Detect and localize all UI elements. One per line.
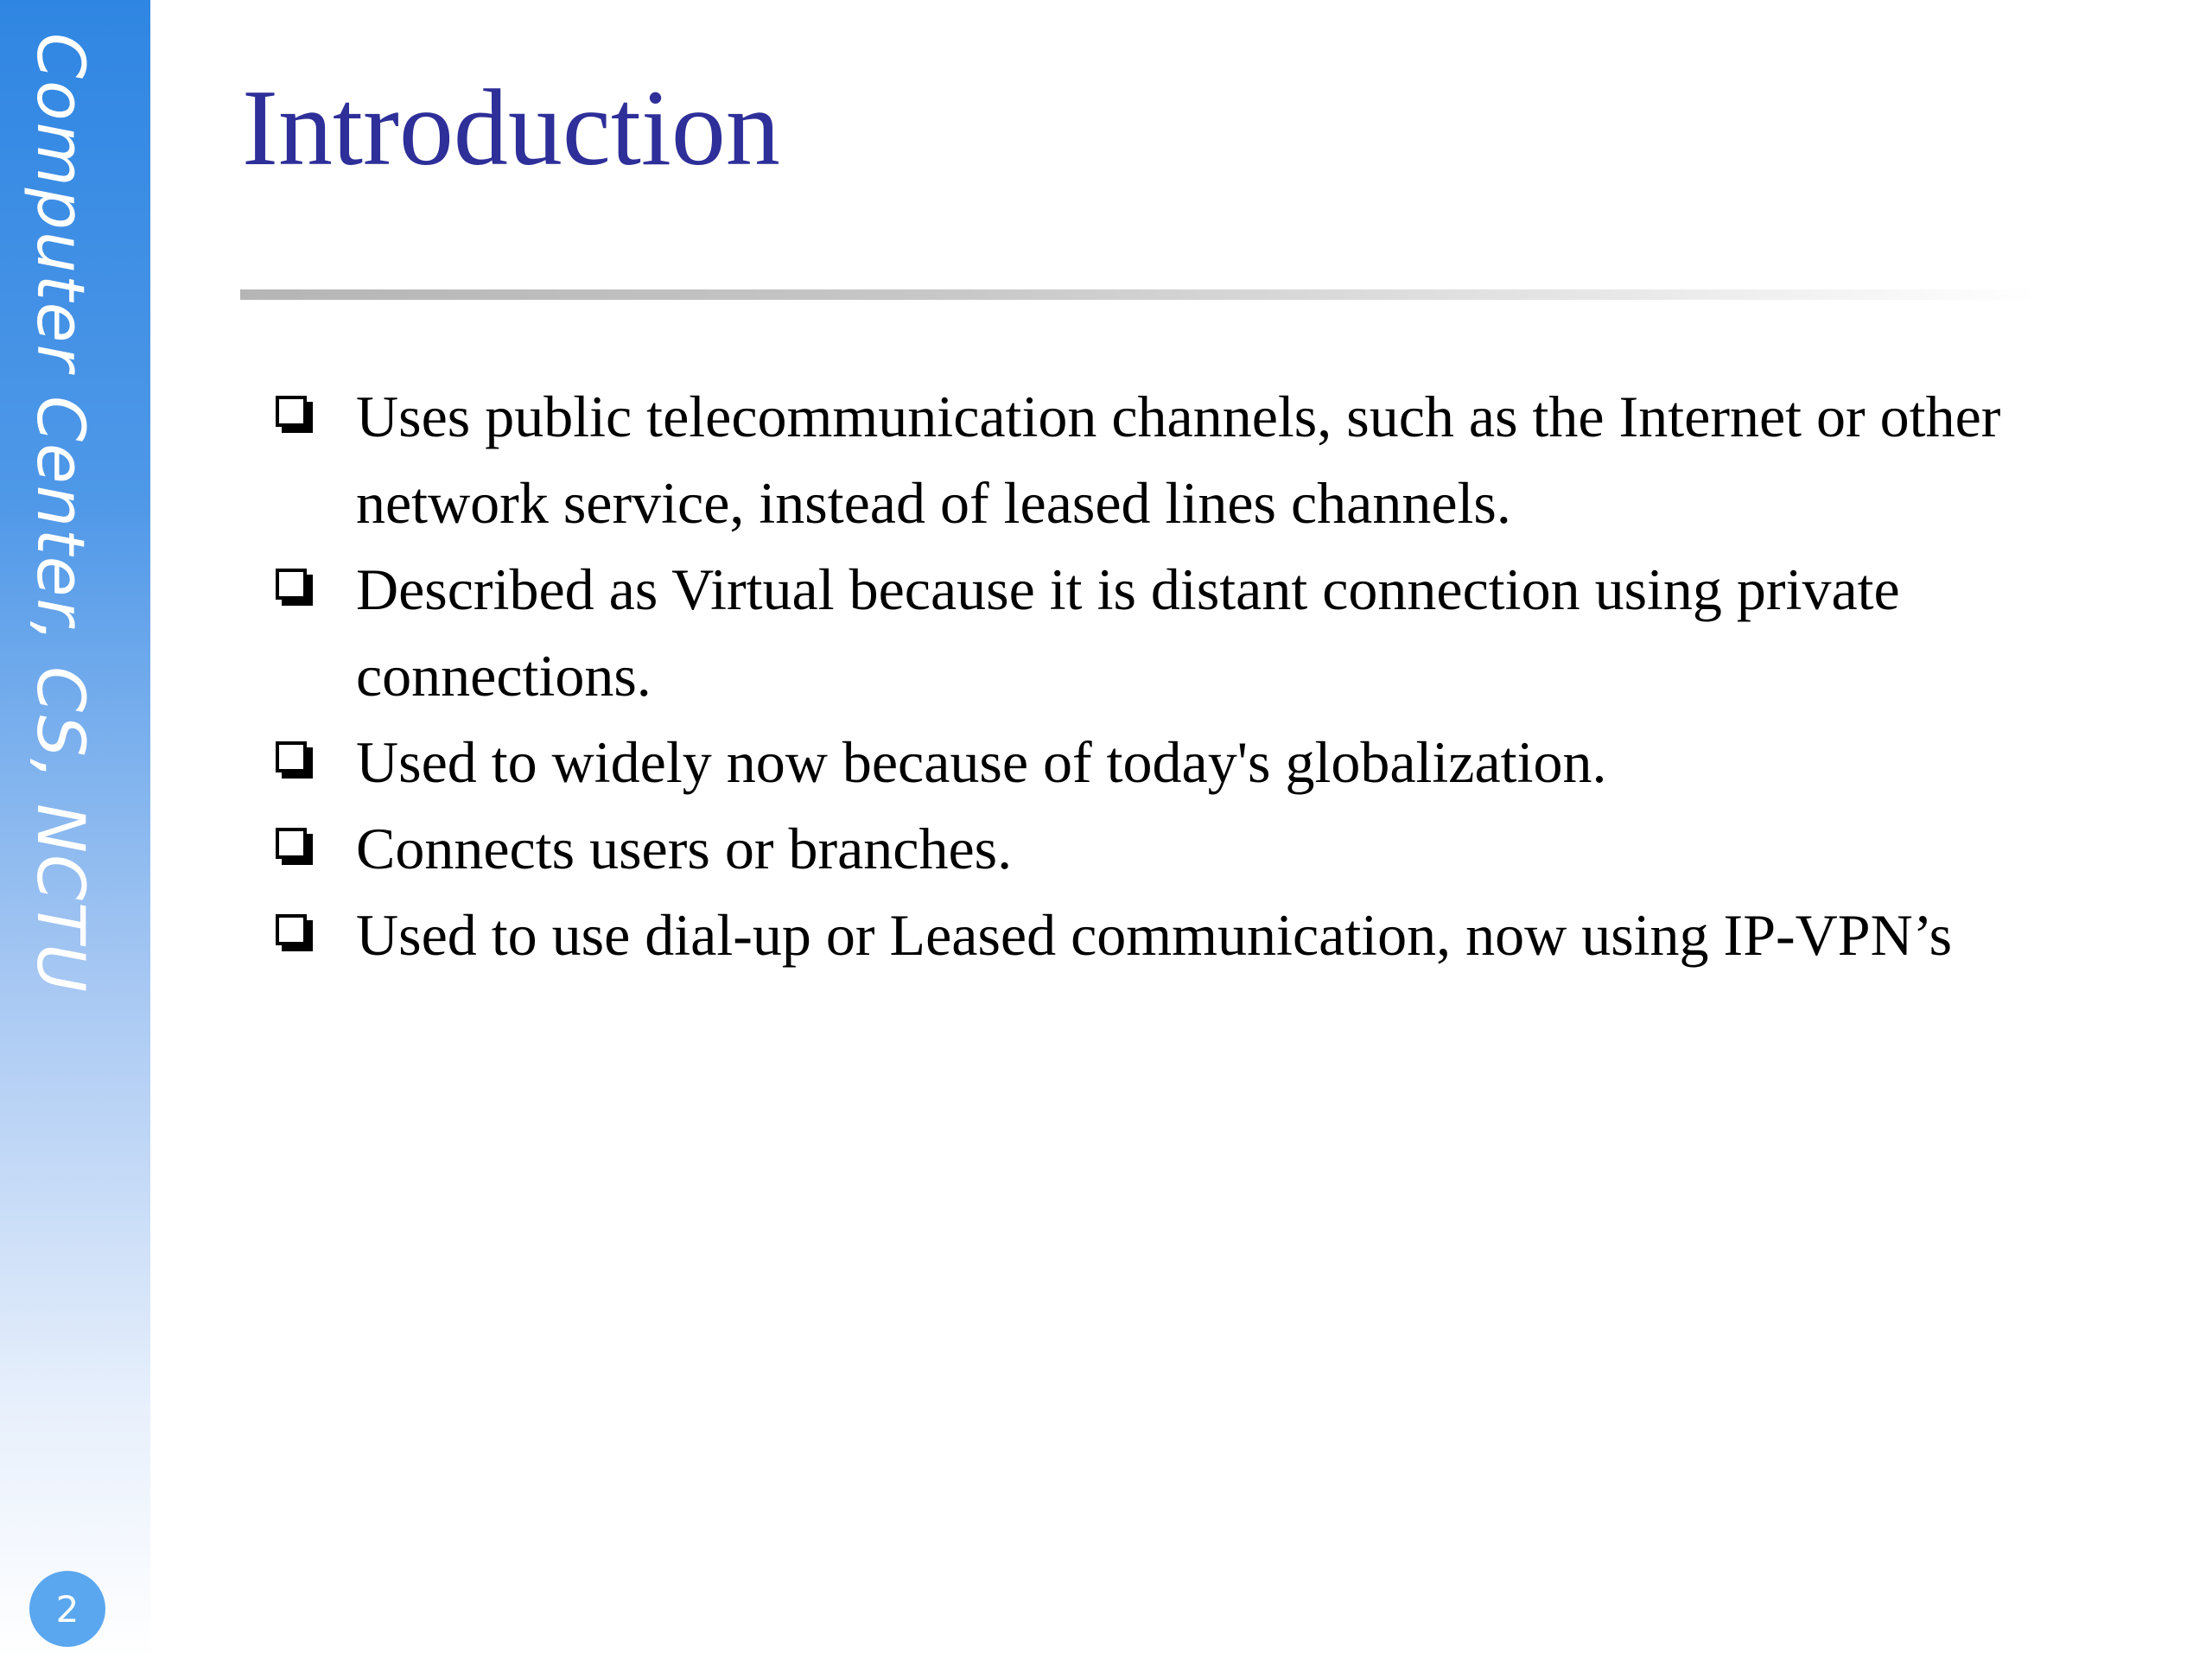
bullet-list (272, 373, 2130, 978)
checkbox-icon (276, 569, 307, 600)
bullet-text: Uses public telecommunication channels, such as the Internet or other network service, instead of leased lines channels. (356, 384, 2001, 536)
bullet-item (272, 805, 2130, 892)
checkbox-icon (276, 828, 307, 859)
sidebar (0, 0, 150, 1659)
page-number-badge: 2 (29, 1571, 105, 1647)
title-divider (240, 289, 2037, 300)
bullet-item (272, 719, 2130, 805)
bullet-text: Used to widely now because of today's globalization. (356, 729, 1607, 795)
checkbox-icon (276, 396, 307, 427)
sidebar-caption: Computer Center, CS, NCTU (22, 33, 99, 995)
bullet-text: Described as Virtual because it is distant connection using private connections. (356, 556, 1900, 709)
bullet-item (272, 373, 2130, 546)
slide-title: Introduction (242, 68, 780, 188)
checkbox-icon (276, 741, 307, 772)
bullet-text: Used to use dial-up or Leased communication, now using IP-VPN’s (356, 902, 1953, 968)
bullet-item (272, 892, 2130, 978)
bullet-item (272, 546, 2130, 719)
bullet-text: Connects users or branches. (356, 816, 1013, 881)
checkbox-icon (276, 914, 307, 945)
